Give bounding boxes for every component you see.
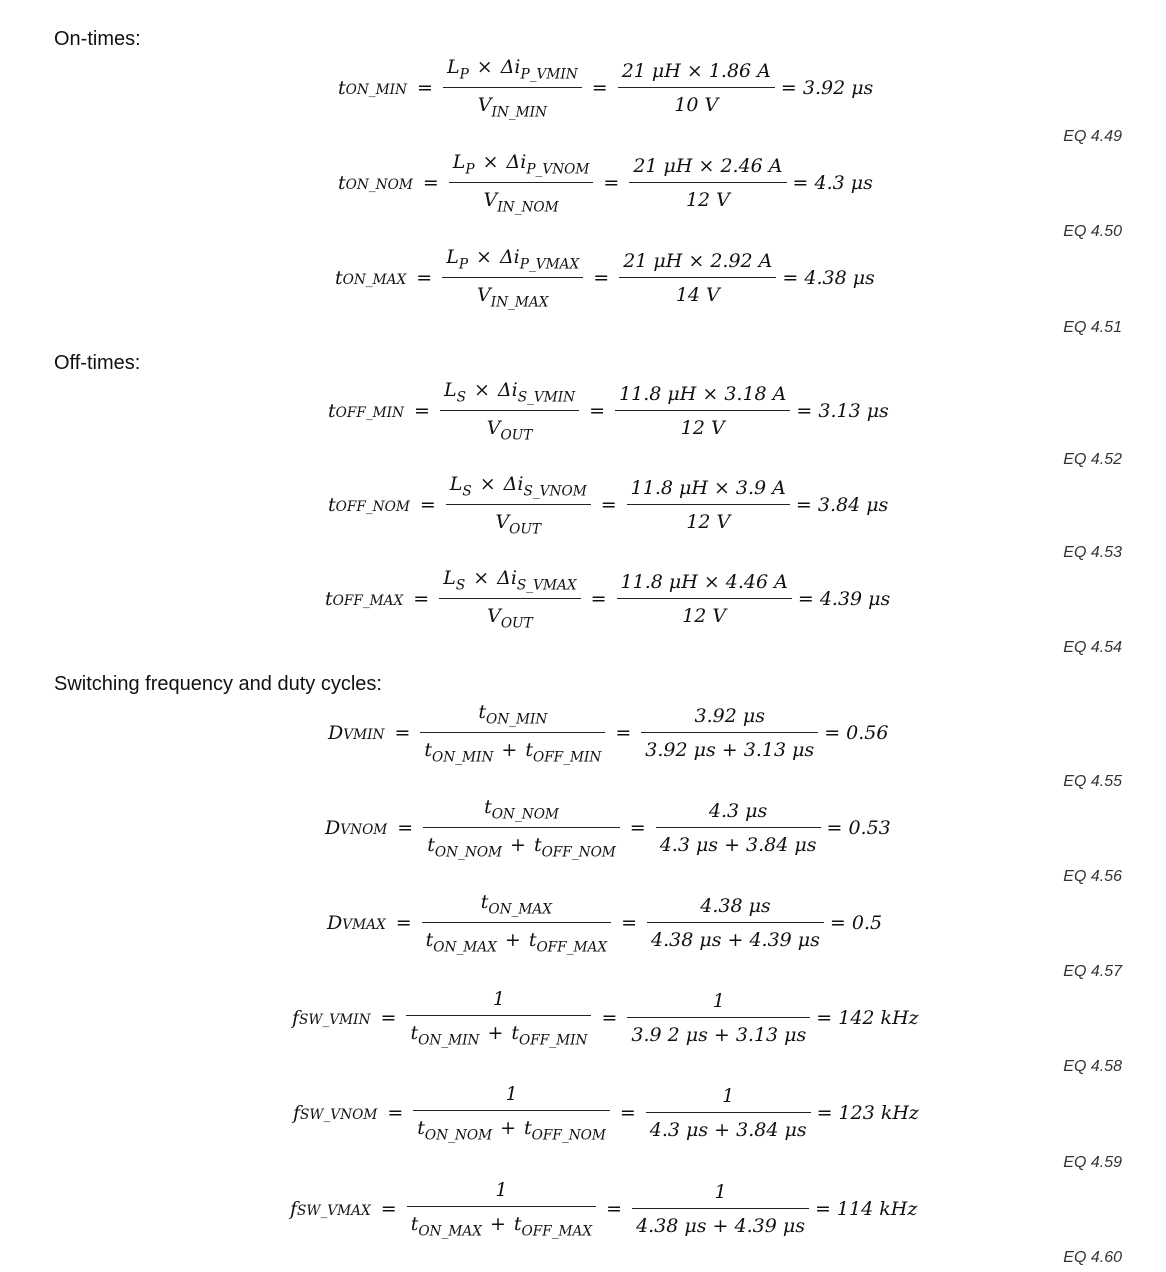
- symbol: t: [525, 739, 533, 761]
- fraction-numerator: [423, 796, 620, 828]
- symbol: L: [452, 150, 466, 173]
- lhs-symbol: f: [290, 1198, 298, 1220]
- symbolic-fraction: [420, 701, 605, 766]
- subscript: IN_NOM: [497, 199, 559, 216]
- numerator-expression: [506, 1083, 518, 1105]
- lhs-symbol: f: [292, 1007, 300, 1029]
- operator: +: [501, 739, 518, 761]
- numerator-expression: [449, 472, 587, 499]
- subscript: S_VMAX: [516, 577, 577, 593]
- lhs-symbol: D: [328, 722, 344, 744]
- subscript: OFF_NOM: [531, 1127, 606, 1144]
- fraction-numerator: [413, 1083, 610, 1111]
- symbol: t: [427, 834, 435, 856]
- subscript: S: [462, 483, 472, 499]
- symbol: t: [478, 700, 487, 723]
- subscript: S_VNOM: [523, 483, 587, 499]
- denominator-expression: [417, 1116, 606, 1144]
- symbol: t: [417, 1116, 425, 1139]
- equation-result: = 0.5: [829, 912, 883, 934]
- subscript: ON_NOM: [491, 806, 559, 822]
- fraction-numerator: [422, 891, 611, 923]
- symbolic-fraction: [413, 1083, 610, 1143]
- subscript: OFF_MAX: [521, 1223, 593, 1240]
- lhs-subscript: ON_MIN: [345, 82, 408, 98]
- subscript: OFF_NOM: [541, 844, 616, 861]
- numerator-expression: [484, 795, 559, 822]
- symbol: 1: [495, 1178, 508, 1201]
- equation-result: = 3.13 μs: [796, 400, 889, 422]
- fraction-numerator: [439, 567, 580, 599]
- lhs-symbol: t: [335, 267, 343, 289]
- fraction-denominator: [491, 505, 545, 537]
- equals-sign: =: [600, 494, 617, 516]
- operator: ×: [479, 472, 496, 495]
- denominator-expression: [487, 605, 533, 632]
- lhs-subscript: VMIN: [343, 727, 385, 743]
- equals-sign: =: [417, 77, 433, 99]
- operator: ×: [476, 55, 493, 78]
- fraction-numerator: [442, 246, 583, 278]
- symbol: V: [495, 511, 510, 533]
- numeric-denominator: 4.3 μs + 3.84 μs: [649, 1119, 807, 1141]
- equation-result: = 0.56: [824, 722, 889, 744]
- numeric-numerator: 1: [646, 1085, 811, 1113]
- numerator-expression: [452, 150, 590, 177]
- equals-sign: =: [603, 172, 620, 194]
- numeric-denominator: 4.38 μs + 4.39 μs: [636, 1215, 805, 1237]
- numeric-fraction: [618, 60, 775, 116]
- numeric-numerator: 1: [632, 1181, 809, 1209]
- equation-number: EQ 4.56: [1063, 868, 1122, 885]
- equation-number: EQ 4.49: [1063, 128, 1122, 145]
- equals-sign: =: [413, 588, 430, 610]
- numeric-numerator: 11.8 μH × 3.9 A: [627, 477, 790, 505]
- numerator-expression: [493, 988, 505, 1010]
- numeric-fraction: [617, 571, 792, 627]
- fraction-denominator: [407, 1207, 596, 1239]
- symbol: L: [443, 566, 456, 589]
- lhs-subscript: SW_VNOM: [300, 1107, 378, 1123]
- subscript: P: [458, 256, 469, 272]
- symbolic-fraction: [446, 473, 591, 538]
- symbol: t: [424, 739, 433, 761]
- subscript: OFF_MAX: [536, 939, 608, 956]
- subscript: P_VMIN: [520, 66, 578, 82]
- symbol: t: [410, 1212, 419, 1235]
- equation: [290, 1177, 917, 1241]
- subscript: S: [456, 389, 466, 405]
- lhs-symbol: t: [325, 588, 333, 610]
- numerator-expression: [446, 55, 578, 82]
- fraction-denominator: [483, 411, 537, 443]
- subscript: IN_MIN: [491, 104, 547, 121]
- operator: +: [500, 1116, 517, 1139]
- equation: [327, 891, 882, 955]
- symbol: 1: [505, 1082, 518, 1105]
- lhs-symbol: t: [338, 172, 346, 194]
- equation-lhs: [325, 588, 403, 610]
- lhs-subscript: ON_MAX: [342, 272, 407, 288]
- fraction-denominator: [483, 599, 537, 631]
- subscript: S: [455, 577, 466, 593]
- fraction-denominator: [422, 923, 611, 955]
- symbolic-fraction: [449, 151, 594, 216]
- numeric-fraction: [646, 1085, 811, 1141]
- operator: +: [487, 1021, 504, 1044]
- equals-sign: =: [591, 77, 608, 99]
- fraction-denominator: [480, 183, 563, 215]
- numeric-fraction: [615, 383, 790, 439]
- numeric-numerator: 21 μH × 2.46 A: [629, 155, 786, 183]
- numeric-denominator: 12 V: [685, 189, 730, 211]
- numeric-denominator: 12 V: [682, 605, 727, 627]
- equation: [328, 379, 889, 443]
- symbol: Δi: [500, 55, 521, 78]
- numerator-expression: [443, 378, 576, 405]
- equation-result: = 4.38 μs: [782, 267, 875, 289]
- numeric-denominator: 10 V: [674, 94, 719, 116]
- symbolic-fraction: [422, 891, 611, 956]
- heading-switching: Switching frequency and duty cycles:: [54, 673, 382, 695]
- lhs-subscript: SW_VMAX: [297, 1203, 371, 1219]
- equation-result: = 3.92 μs: [780, 77, 874, 99]
- equals-sign: =: [589, 400, 606, 422]
- fraction-denominator: [413, 1111, 610, 1143]
- equals-sign: =: [419, 494, 436, 516]
- equation-result: = 4.3 μs: [792, 172, 873, 194]
- equals-sign: =: [380, 1198, 397, 1220]
- subscript: ON_MIN: [432, 749, 494, 766]
- lhs-subscript: OFF_NOM: [335, 499, 410, 515]
- equals-sign: =: [380, 1007, 397, 1029]
- operator: +: [510, 834, 526, 856]
- equation-number: EQ 4.58: [1063, 1058, 1122, 1075]
- fraction-denominator: [420, 733, 605, 765]
- equation-lhs: [325, 817, 387, 839]
- equation-lhs: [290, 1198, 371, 1220]
- equation-lhs: [328, 722, 384, 744]
- numeric-numerator: 1: [627, 990, 810, 1018]
- numeric-fraction: [656, 800, 821, 856]
- numeric-numerator: 4.3 μs: [656, 800, 821, 828]
- equation-lhs: [338, 77, 407, 99]
- numeric-numerator: 11.8 μH × 3.18 A: [615, 383, 790, 411]
- symbol: V: [476, 284, 491, 306]
- symbol: t: [480, 890, 489, 913]
- symbol: Δi: [506, 150, 527, 173]
- equals-sign: =: [395, 912, 412, 934]
- equals-sign: =: [414, 400, 430, 422]
- symbolic-fraction: [442, 246, 583, 311]
- equation-lhs: [335, 267, 406, 289]
- lhs-subscript: OFF_MIN: [335, 405, 405, 421]
- numeric-numerator: 3.92 μs: [641, 705, 818, 733]
- lhs-symbol: t: [328, 494, 336, 516]
- heading-on-times: On-times:: [54, 28, 141, 50]
- denominator-expression: [410, 1212, 593, 1240]
- equation-result: = 123 kHz: [816, 1102, 919, 1124]
- lhs-symbol: D: [327, 912, 343, 934]
- denominator-expression: [486, 417, 533, 444]
- equals-sign: =: [590, 588, 607, 610]
- equation-lhs: [327, 912, 386, 934]
- numeric-fraction: [641, 705, 818, 761]
- operator: ×: [473, 566, 490, 589]
- symbol: L: [446, 55, 460, 78]
- equation-number: EQ 4.51: [1063, 319, 1122, 336]
- equation-lhs: [338, 172, 413, 194]
- numerator-expression: [480, 890, 552, 917]
- symbolic-fraction: [406, 988, 591, 1048]
- equation-lhs: [293, 1102, 377, 1124]
- equation: [292, 986, 919, 1050]
- equation-number: EQ 4.60: [1063, 1249, 1122, 1266]
- equation: [328, 701, 888, 765]
- subscript: P_VMAX: [519, 256, 580, 272]
- numeric-denominator: 3.9 2 μs + 3.13 μs: [631, 1024, 807, 1046]
- equation: [335, 246, 875, 310]
- numeric-fraction: [632, 1181, 809, 1237]
- numeric-fraction: [627, 477, 790, 533]
- symbolic-fraction: [440, 379, 579, 444]
- numeric-numerator: 21 μH × 1.86 A: [618, 60, 775, 88]
- numerator-expression: [478, 700, 548, 727]
- numeric-denominator: 12 V: [686, 511, 731, 533]
- numeric-denominator: 12 V: [680, 417, 725, 439]
- equals-sign: =: [416, 267, 433, 289]
- subscript: S_VMIN: [517, 389, 576, 405]
- equation-number: EQ 4.50: [1063, 223, 1122, 240]
- equals-sign: =: [629, 817, 646, 839]
- fraction-denominator: [423, 828, 620, 860]
- denominator-expression: [427, 834, 616, 861]
- symbol: t: [410, 1021, 419, 1044]
- symbol: L: [446, 245, 459, 268]
- symbol: L: [449, 472, 463, 495]
- symbol: 1: [492, 987, 505, 1010]
- subscript: OFF_MIN: [519, 1032, 588, 1049]
- equals-sign: =: [593, 267, 610, 289]
- numeric-fraction: [627, 990, 810, 1046]
- lhs-subscript: VNOM: [340, 822, 388, 838]
- symbol: L: [443, 378, 457, 401]
- equation-result: = 0.53: [826, 817, 891, 839]
- symbol: t: [513, 1212, 522, 1235]
- lhs-symbol: t: [338, 77, 346, 99]
- equals-sign: =: [619, 1102, 636, 1124]
- equation-number: EQ 4.59: [1063, 1154, 1122, 1171]
- equation-number: EQ 4.55: [1063, 773, 1122, 790]
- numeric-denominator: 3.92 μs + 3.13 μs: [645, 739, 815, 761]
- equation-result: = 4.39 μs: [797, 588, 891, 610]
- equation: [325, 796, 891, 860]
- numerator-expression: [495, 1179, 507, 1201]
- symbol: V: [487, 605, 501, 627]
- symbol: Δi: [499, 245, 520, 268]
- equation: [338, 56, 873, 120]
- numeric-denominator: 14 V: [675, 284, 720, 306]
- fraction-numerator: [443, 56, 582, 88]
- heading-off-times: Off-times:: [54, 352, 141, 374]
- equals-sign: =: [606, 1198, 623, 1220]
- equation-result: = 114 kHz: [814, 1198, 918, 1220]
- fraction-numerator: [406, 988, 591, 1016]
- equation-lhs: [328, 400, 404, 422]
- fraction-numerator: [440, 379, 579, 411]
- fraction-numerator: [446, 473, 591, 505]
- subscript: ON_NOM: [434, 844, 503, 861]
- denominator-expression: [424, 739, 602, 766]
- equals-sign: =: [422, 172, 439, 194]
- symbol: V: [486, 417, 501, 439]
- numeric-numerator: 4.38 μs: [647, 895, 824, 923]
- symbol: Δi: [503, 472, 524, 495]
- subscript: OUT: [500, 615, 533, 632]
- denominator-expression: [410, 1021, 588, 1049]
- lhs-subscript: SW_VMIN: [299, 1012, 371, 1028]
- denominator-expression: [425, 929, 608, 956]
- symbolic-fraction: [443, 56, 582, 121]
- equation-number: EQ 4.54: [1063, 639, 1122, 656]
- operator: ×: [473, 378, 490, 401]
- numeric-fraction: [619, 250, 776, 306]
- equation: [325, 567, 890, 631]
- numeric-denominator: 4.38 μs + 4.39 μs: [651, 929, 820, 951]
- lhs-subscript: ON_NOM: [345, 177, 413, 193]
- symbol: Δi: [497, 566, 517, 589]
- equals-sign: =: [397, 817, 414, 839]
- operator: ×: [482, 150, 499, 173]
- denominator-expression: [476, 284, 549, 311]
- symbol: V: [483, 189, 498, 211]
- fraction-denominator: [474, 88, 551, 120]
- fraction-numerator: [407, 1179, 596, 1207]
- subscript: P: [459, 66, 469, 82]
- equation-lhs: [328, 494, 410, 516]
- lhs-symbol: D: [325, 817, 341, 839]
- lhs-symbol: f: [293, 1102, 301, 1124]
- equation-number: EQ 4.53: [1063, 544, 1122, 561]
- subscript: OUT: [500, 427, 533, 444]
- subscript: ON_NOM: [424, 1127, 493, 1144]
- denominator-expression: [495, 511, 542, 538]
- symbol: t: [524, 1116, 532, 1139]
- equation: [338, 151, 873, 215]
- symbolic-fraction: [407, 1179, 596, 1239]
- numeric-fraction: [629, 155, 786, 211]
- numerator-expression: [443, 566, 577, 593]
- subscript: P_VNOM: [526, 161, 590, 177]
- equals-sign: =: [394, 722, 411, 744]
- denominator-expression: [483, 189, 559, 216]
- numeric-numerator: 21 μH × 2.92 A: [619, 250, 776, 278]
- subscript: ON_MAX: [488, 901, 552, 917]
- numeric-numerator: 11.8 μH × 4.46 A: [617, 571, 792, 599]
- equals-sign: =: [387, 1102, 404, 1124]
- lhs-subscript: OFF_MAX: [332, 593, 404, 609]
- equation-result: = 3.84 μs: [795, 494, 889, 516]
- numeric-fraction: [647, 895, 824, 951]
- equation: [293, 1081, 919, 1145]
- equals-sign: =: [601, 1007, 618, 1029]
- symbol: t: [425, 929, 434, 951]
- subscript: ON_MIN: [486, 711, 548, 727]
- lhs-subscript: VMAX: [342, 917, 386, 933]
- numerator-expression: [446, 245, 580, 272]
- equation-number: EQ 4.52: [1063, 451, 1122, 468]
- subscript: OFF_MIN: [532, 749, 602, 766]
- equation-result: = 142 kHz: [816, 1007, 919, 1029]
- equation-number: EQ 4.57: [1063, 963, 1122, 980]
- fraction-denominator: [473, 278, 553, 310]
- subscript: ON_MAX: [418, 1223, 482, 1240]
- fraction-denominator: [406, 1016, 591, 1048]
- symbol: t: [528, 929, 537, 951]
- subscript: ON_MAX: [433, 939, 497, 956]
- fraction-numerator: [449, 151, 594, 183]
- subscript: IN_MAX: [490, 294, 549, 311]
- symbol: t: [511, 1021, 520, 1044]
- symbol: t: [484, 795, 492, 818]
- equation-lhs: [292, 1007, 371, 1029]
- fraction-numerator: [420, 701, 605, 733]
- operator: +: [504, 929, 521, 951]
- operator: ×: [476, 245, 492, 268]
- symbol: V: [477, 94, 492, 116]
- equals-sign: =: [621, 912, 638, 934]
- subscript: ON_MIN: [418, 1032, 480, 1049]
- symbolic-fraction: [423, 796, 620, 861]
- equals-sign: =: [615, 722, 632, 744]
- symbol: Δi: [497, 378, 518, 401]
- equation: [328, 473, 888, 537]
- numeric-denominator: 4.3 μs + 3.84 μs: [659, 834, 817, 856]
- symbol: t: [533, 834, 542, 856]
- operator: +: [489, 1212, 506, 1235]
- subscript: P: [465, 161, 475, 177]
- subscript: OUT: [509, 521, 542, 538]
- symbolic-fraction: [439, 567, 580, 632]
- denominator-expression: [477, 94, 547, 121]
- lhs-symbol: t: [328, 400, 336, 422]
